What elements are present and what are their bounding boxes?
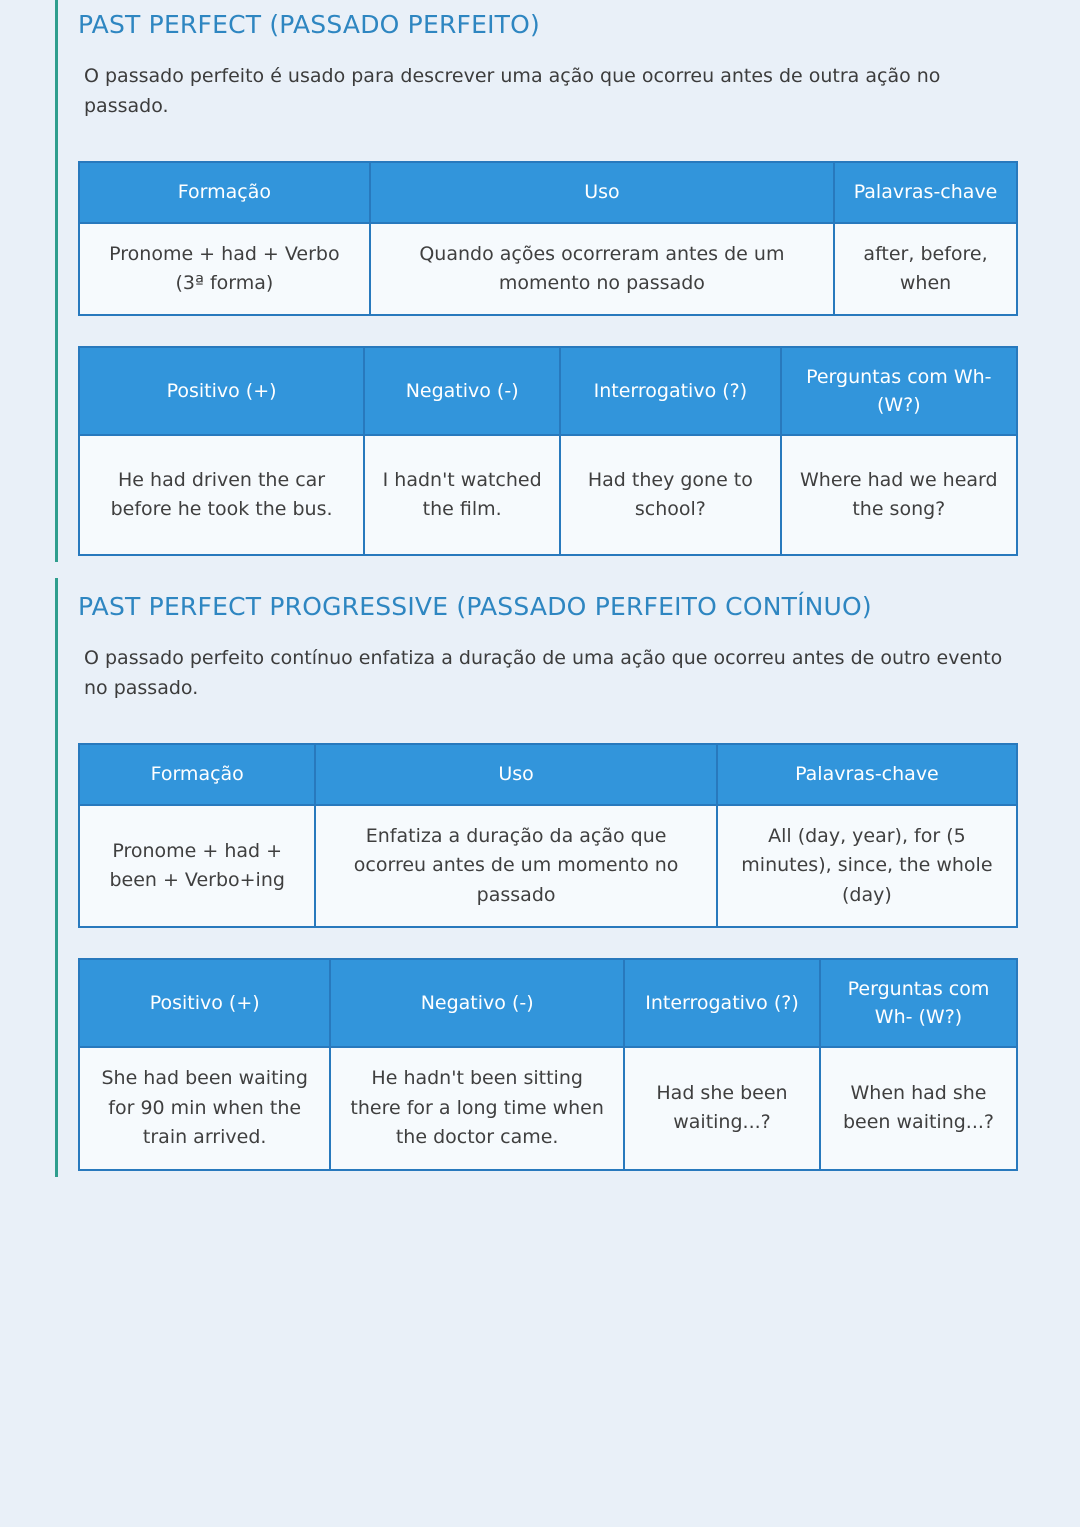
cell-perguntas-wh-example: Where had we heard the song? bbox=[781, 435, 1017, 555]
header-cell-uso: Uso bbox=[315, 744, 716, 805]
table-row bbox=[79, 223, 1017, 316]
section-description: O passado perfeito contínuo enfatiza a duração de uma ação que ocorreu antes de outro evento no passado. bbox=[84, 647, 1003, 700]
header-cell-uso: Uso bbox=[370, 162, 834, 223]
cell-positivo-example: He had driven the car before he took the bus. bbox=[79, 435, 364, 555]
table-header-row bbox=[79, 162, 1017, 223]
cell-formacao: Pronome + had + been + Verbo+ing bbox=[79, 805, 315, 927]
table-body bbox=[79, 805, 1017, 927]
header-cell-positivo: Positivo (+) bbox=[79, 959, 330, 1047]
sentence-forms-table bbox=[78, 346, 1018, 556]
section-description: O passado perfeito é usado para descrever uma ação que ocorreu antes de outra ação no passado. bbox=[84, 65, 941, 118]
table-head bbox=[79, 347, 1017, 435]
table-head bbox=[79, 959, 1017, 1047]
section-past-perfect bbox=[55, 0, 1058, 562]
header-cell-palavras-chave: Palavras-chave bbox=[834, 162, 1017, 223]
header-cell-interrogativo: Interrogativo (?) bbox=[560, 347, 780, 435]
header-cell-negativo: Negativo (-) bbox=[330, 959, 624, 1047]
table-head bbox=[79, 744, 1017, 805]
header-cell-perguntas-wh: Perguntas com Wh- (W?) bbox=[820, 959, 1017, 1047]
cell-uso: Quando ações ocorreram antes de um momento no passado bbox=[370, 223, 834, 316]
table-header-row bbox=[79, 959, 1017, 1047]
table-row bbox=[79, 1047, 1017, 1169]
cell-perguntas-wh-example: When had she been waiting...? bbox=[820, 1047, 1017, 1169]
cell-negativo-example: I hadn't watched the film. bbox=[364, 435, 560, 555]
formation-usage-table bbox=[78, 743, 1018, 928]
header-cell-palavras-chave: Palavras-chave bbox=[717, 744, 1017, 805]
table-body bbox=[79, 223, 1017, 316]
table-row bbox=[79, 805, 1017, 927]
cell-interrogativo-example: Had they gone to school? bbox=[560, 435, 780, 555]
cell-interrogativo-example: Had she been waiting...? bbox=[624, 1047, 820, 1169]
formation-usage-table bbox=[78, 161, 1018, 316]
header-cell-formacao: Formação bbox=[79, 162, 370, 223]
header-cell-positivo: Positivo (+) bbox=[79, 347, 364, 435]
table-body bbox=[79, 1047, 1017, 1169]
section-heading: PAST PERFECT (PASSADO PERFEITO) bbox=[78, 10, 540, 39]
cell-palavras-chave: after, before, when bbox=[834, 223, 1017, 316]
table-head bbox=[79, 162, 1017, 223]
cell-uso: Enfatiza a duração da ação que ocorreu antes de um momento no passado bbox=[315, 805, 716, 927]
table-header-row bbox=[79, 347, 1017, 435]
cell-palavras-chave: All (day, year), for (5 minutes), since, the whole (day) bbox=[717, 805, 1017, 927]
section-past-perfect-progressive bbox=[55, 578, 1058, 1176]
header-cell-negativo: Negativo (-) bbox=[364, 347, 560, 435]
header-cell-perguntas-wh: Perguntas com Wh- (W?) bbox=[781, 347, 1017, 435]
cell-positivo-example: She had been waiting for 90 min when the train arrived. bbox=[79, 1047, 330, 1169]
cell-negativo-example: He hadn't been sitting there for a long time when the doctor came. bbox=[330, 1047, 624, 1169]
sentence-forms-table bbox=[78, 958, 1018, 1170]
header-cell-formacao: Formação bbox=[79, 744, 315, 805]
section-heading: PAST PERFECT PROGRESSIVE (PASSADO PERFEITO CONTÍNUO) bbox=[78, 592, 872, 622]
header-cell-interrogativo: Interrogativo (?) bbox=[624, 959, 820, 1047]
cell-formacao: Pronome + had + Verbo (3ª forma) bbox=[79, 223, 370, 316]
table-row bbox=[79, 435, 1017, 555]
table-body bbox=[79, 435, 1017, 555]
table-header-row bbox=[79, 744, 1017, 805]
